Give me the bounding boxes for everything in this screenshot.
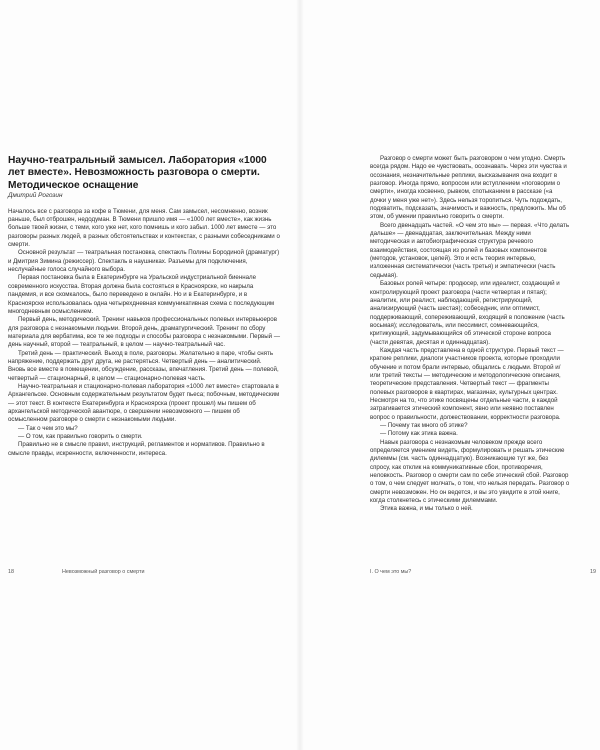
chapter-heading: Научно-театральный замысел. Лаборатория «1000 лет вместе». Невозможность разговора о смерти. Методическое оснащение [8, 155, 267, 191]
page-number: 18 [8, 569, 14, 575]
dialogue-line: — Потому как этика важна. [380, 430, 458, 438]
dialogue-line: — О том, как правильно говорить о смерти. [18, 433, 143, 440]
author-name: Дмитрий Рогозин [8, 192, 63, 200]
paragraph: Навык разговора с незнакомым человеком прежде всего определяется умением видеть, формулировать и решать этические дилеммы (см. часть одиннадцатую). Возникающие тут же, без спросу, как отклик на коммуникативные сбои, противоречия, неловкость. Разговор о смерти сам по себе этический сбой. Разговор о том, о чем следует молчать, о том, что нельзя передать. Разговор о смерти невозможен. Но он ведется, и вы это увидите в этой книге, когда столкнетесь с этическими дилеммами. [370, 438, 570, 505]
paragraph: Всего двенадцать частей. «О чем это мы» — первая. «Что делать дальше» — двенадцатая, заключительная. Между ними методическая и автобиографическая структура речевого взаимодействия, состоящая из ролей и базовых компонентов (методов, установок, целей). Это и есть теория интервью, изложенная систематически (часть третья) и эмпатически (часть седьмая). [370, 221, 570, 279]
paragraph: Первый день, методический. Тренинг навыков профессиональных полевых интервьюеров для разговора с незнакомыми людьми. Второй день, драматургический. Тренинг по сбору материала для вербатима, все те же подходы и способы разговора с незнакомыми. Первый — день научный, второй — театральный, в целом — научно-театральный час. [8, 316, 280, 349]
right-page [300, 0, 600, 750]
running-footer: I. О чем это мы? [370, 569, 412, 575]
paragraph: Основной результат — театральная постановка, спектакль Полины Бородиной (драматург) и Дмитрия Зимина (режиссер). Спектакль в наушниках. Разъемы для подключения, неслучайные голоса случайного выбора. [8, 249, 280, 274]
paragraph: Началось все с разговора за кофе в Тюмени, для меня. Сам замысел, несомненно, возник раньше, был отброшен, недодуман. В Тюмени пришло имя — «1000 лет вместе», как жизнь больше твоей жизни, с теми, кого уже нет, кого помнишь и кого забыл. 1000 лет вместе — это разговоры разных людей, в разных обстоятельствах и контекстах, с разными собеседниками о смерти. [8, 207, 280, 249]
left-text-column [8, 155, 280, 458]
paragraph: Этика важна, и мы только о ней. [380, 505, 473, 513]
paragraph: Первая постановка была в Екатеринбурге на Уральской индустриальной биеннале современного искусства. Вторая должна была состояться в Красноярске, но накрыла пандемия, и все скомкалось, было переведено в онлайн. Но и в Екатеринбурге, и в Красноярске использовалась одна четырехдневная коммуникативная схема с последующим многодневным осмыслением. [8, 274, 275, 315]
page-number: 19 [590, 569, 596, 575]
dialogue-line: — Почему так много об этике? [380, 422, 468, 429]
paragraph: Правильно не в смысле правил, инструкций, регламентов и нормативов. Правильно в смысле правды, искренности, включенности, интереса. [8, 441, 265, 457]
right-text-column [370, 155, 570, 514]
dialogue-line: — Так о чем это мы? [18, 424, 78, 432]
running-footer: Невозможный разговор о смерти [62, 569, 145, 575]
paragraph: Базовых ролей четыре: продюсер, или идеалист, создающий и контролирующий проект разговора (части четвертая и пятая); аналитик, или реалист, наблюдающий, регистрирующий, анализирующий (часть шестая); собеседник, или оптимист, поддерживающий, сопереживающий, входящий в положение (часть восьмая); исследователь, или пессимист, сомневающийся, критикующий, задумывающийся об этической стороне вопроса (части девятая, десятая и одиннадцатая). [370, 280, 565, 346]
paragraph: Научно-театральная и стационарно-полевая лаборатория «1000 лет вместе» стартовала в Архангельске. Основным содержательным результатом будет пьеса; побочным, методическим — этот текст. В контексте Екатеринбурга и Красноярска (проект прошел) мы пишем об архангельской методической авантюре, о свершении невозможного — пишем об осмысленном разговоре о смерти с незнакомыми людьми. [8, 382, 280, 424]
paragraph: Разговор о смерти может быть разговором о чем угодно. Смерть всегда рядом. Надо ее чувствовать, осознавать. Через эти чувства и осознания, незначительные реплики, высказывания она входит в разговор. Иногда прямо, вопросом или вступлением «поговорим о смерти», иногда косвенно, рывком, спотыканием в рассказе («а дочки у меня уже нет»). Здесь нельзя торопиться. Чуть подождать, подхватить, подсказать, значимость и важность, предложить. Мы об этом, об умении правильно говорить о смерти. [370, 155, 567, 221]
paragraph: Третий день — практический. Выход в поле, разговоры. Желательно в паре, чтобы снять напряжение, поддержать друг друга, не растеряться. Четвертый день — аналитический. Вновь все вместе в помещении, обсуждение, рассказы, впечатления. Третий день — полевой, четвертый — стационарный, в целом — стационарно-полевая часть. [8, 349, 279, 382]
paragraph: Каждая часть представлена в одной структуре. Первый текст — краткие реплики, диалоги участников проекта, которые проходили обучение и потом брали интервью, общались с людьми. Второй и/или третий тексты — методические и методологические описания, теоретические представления. Четвертый текст — фрагменты полевых разговоров в квартирах, магазинах, культурных центрах. Несмотря на то, что этике посвящены отдельные части, в каждой затрагивается этический компонент, явно или неявно поставлен вопрос о правильности, должествовании, корректности разговора. [370, 346, 564, 421]
